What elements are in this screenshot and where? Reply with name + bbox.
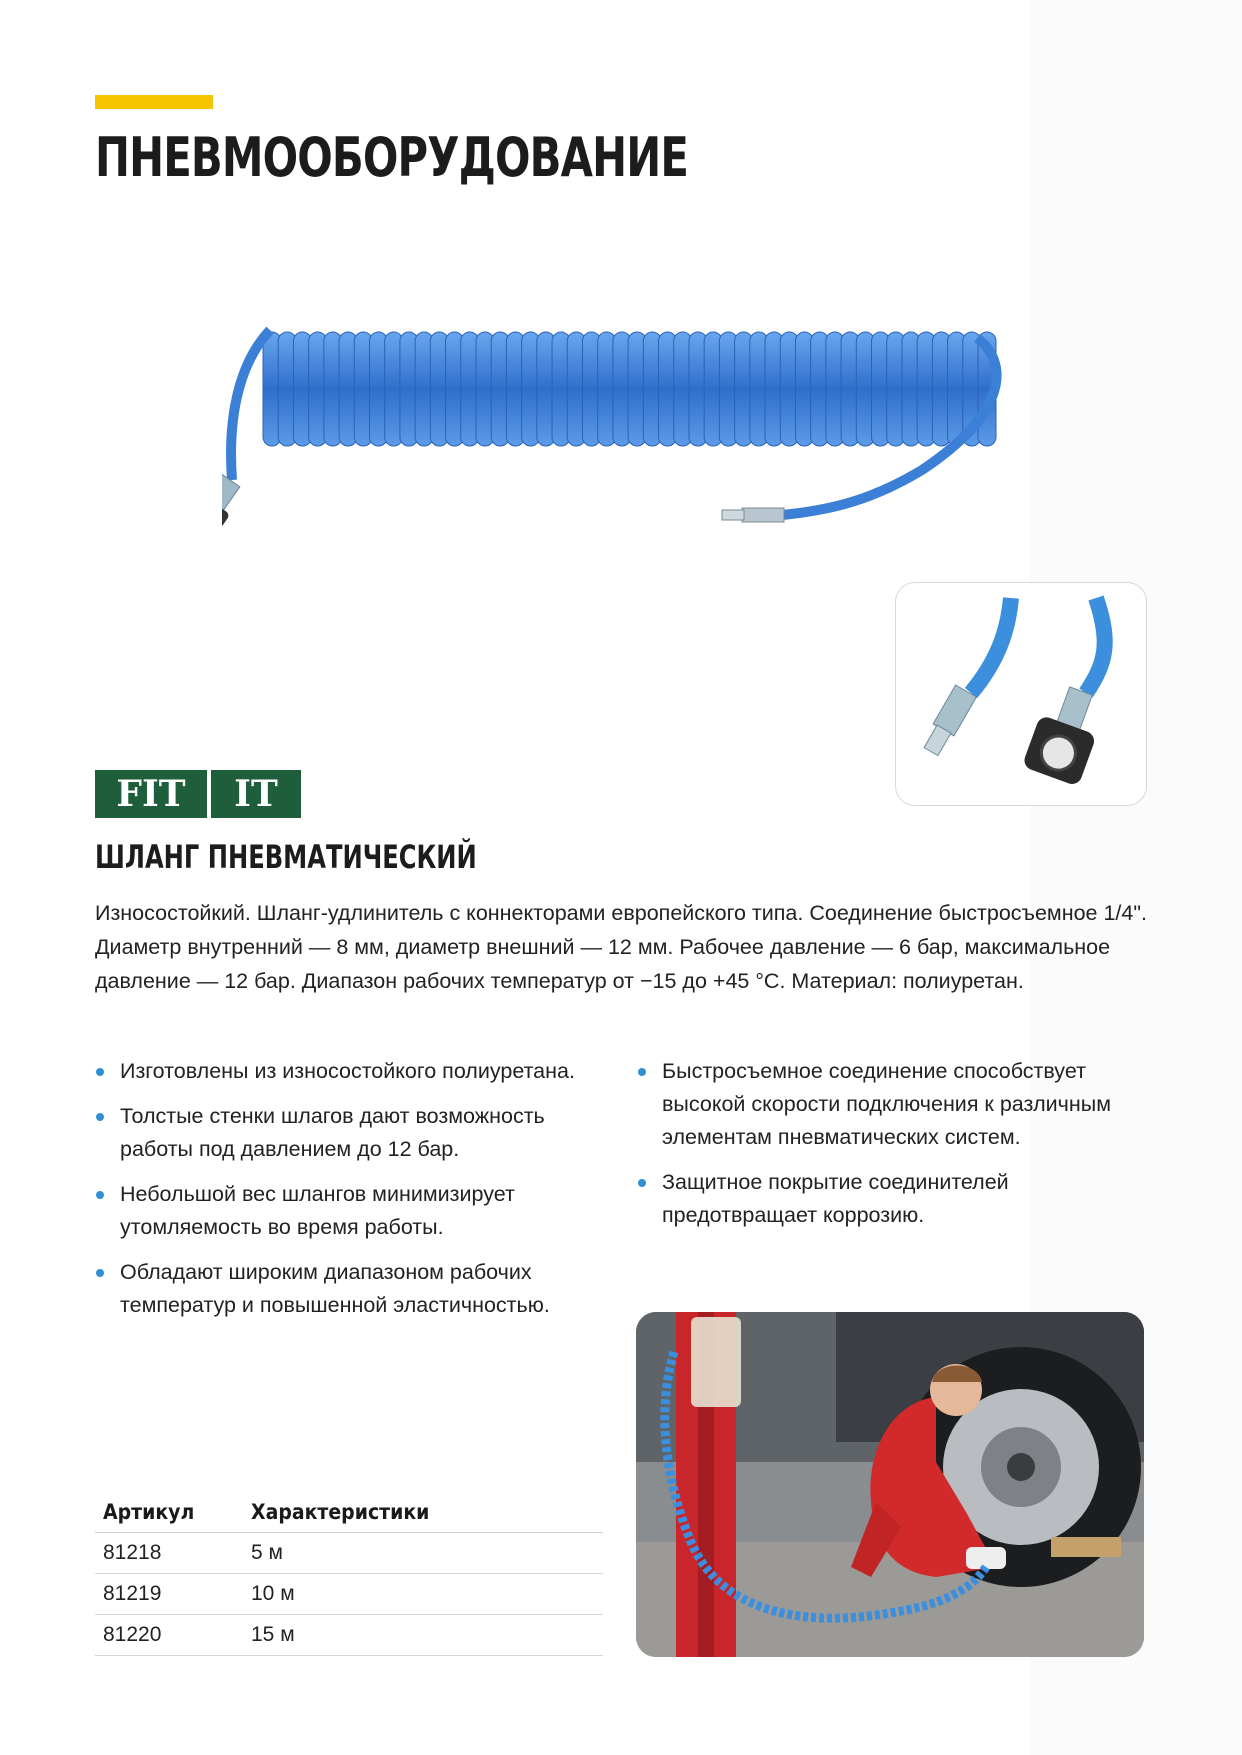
table-row — [95, 1574, 603, 1615]
feature-item — [637, 1166, 1157, 1232]
feature-text: Обладают широким диапазоном рабочих температур и повышенной эластичностью. — [120, 1260, 550, 1317]
mechanic-using-hose-image — [636, 1312, 1144, 1657]
article-cell: 81220 — [95, 1615, 243, 1656]
it-logo — [211, 770, 301, 818]
feature-text: Небольшой вес шлангов минимизирует утомляемость во время работы. — [120, 1182, 515, 1239]
feature-item — [95, 1256, 615, 1322]
connector-closeup-image — [896, 583, 1146, 805]
feature-text: Изготовлены из износостойкого полиуретана. — [120, 1059, 575, 1083]
bullet-icon — [96, 1191, 104, 1199]
bullet-icon — [96, 1068, 104, 1076]
table-row — [95, 1533, 603, 1574]
fit-logo — [95, 770, 207, 818]
feature-text: Быстросъемное соединение способствует высокой скорости подключения к различным элементам пневматических систем. — [662, 1059, 1111, 1149]
article-cell: 81218 — [95, 1533, 243, 1574]
product-description: Износостойкий. Шланг-удлинитель с коннекторами европейского типа. Соединение быстросъемное 1/4". Диаметр внутренний — 8 мм, диаметр внешний — 12 мм. Рабочее давление — 6 бар, максимальное давление — 12 бар. Диапазон рабочих температур от −15 до +45 °C. Материал: полиуретан. — [95, 901, 1147, 993]
feature-item — [637, 1055, 1157, 1154]
bullet-icon — [96, 1269, 104, 1277]
it-logo-text: IT — [234, 773, 278, 815]
characteristic-cell: 15 м — [243, 1615, 603, 1656]
article-cell: 81219 — [95, 1574, 243, 1615]
workshop-photo — [636, 1312, 1144, 1657]
product-title: ШЛАНГ ПНЕВМАТИЧЕСКИЙ — [95, 838, 477, 876]
characteristic-cell: 5 м — [243, 1533, 603, 1574]
coiled-hose-image — [222, 320, 1022, 550]
feature-item — [95, 1100, 615, 1166]
fit-logo-text: FIT — [116, 773, 186, 815]
table-header-row — [95, 1492, 603, 1533]
feature-item — [95, 1055, 615, 1088]
table-header-characteristics: Характеристики — [243, 1492, 603, 1533]
bullet-icon — [638, 1068, 646, 1076]
table-header-article: Артикул — [95, 1492, 243, 1533]
accent-bar — [95, 95, 213, 109]
features-list-right — [637, 1055, 1157, 1244]
features-list-left — [95, 1055, 615, 1334]
characteristic-cell: 10 м — [243, 1574, 603, 1615]
connector-detail-card — [895, 582, 1147, 806]
bullet-icon — [96, 1113, 104, 1121]
page-title: ПНЕВМООБОРУДОВАНИЕ — [95, 126, 689, 189]
feature-text: Толстые стенки шлагов дают возможность работы под давлением до 12 бар. — [120, 1104, 545, 1161]
bullet-icon — [638, 1179, 646, 1187]
feature-text: Защитное покрытие соединителей предотвращает коррозию. — [662, 1170, 1009, 1227]
spec-table — [95, 1492, 603, 1656]
table-row — [95, 1615, 603, 1656]
brand-logo — [95, 770, 301, 818]
feature-item — [95, 1178, 615, 1244]
